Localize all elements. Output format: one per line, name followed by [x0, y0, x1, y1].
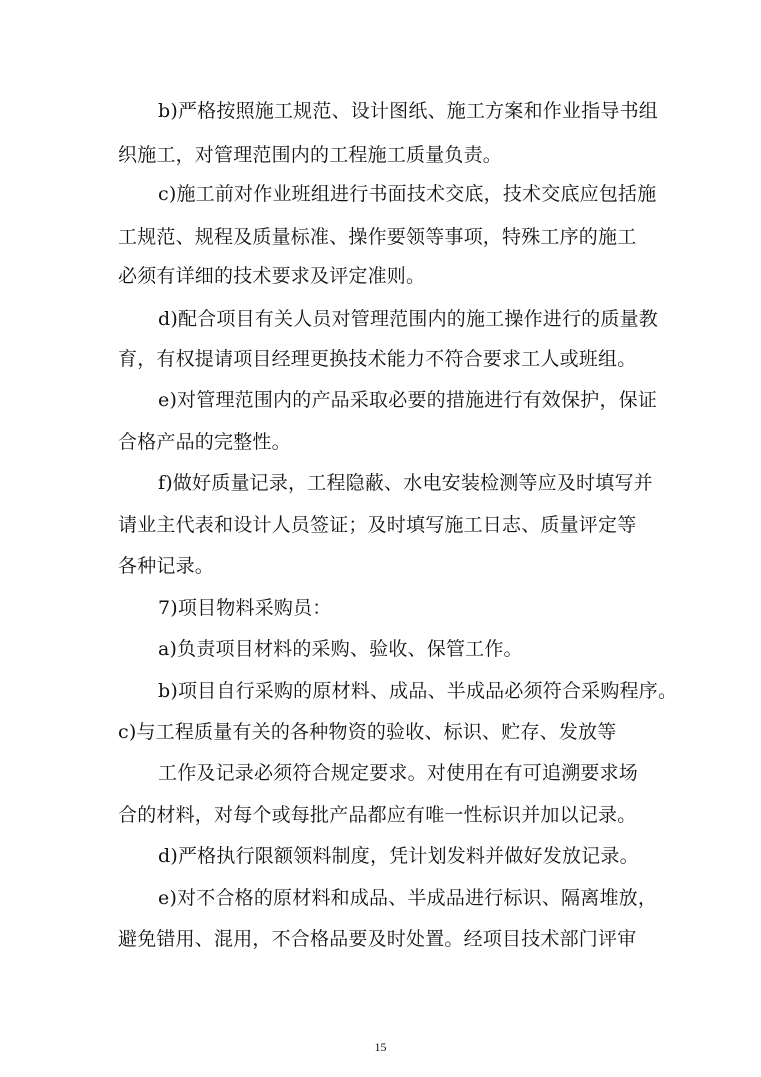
- paragraph-line: 合格产品的完整性。: [118, 431, 291, 453]
- paragraph-line: f)做好质量记录，工程隐蔽、水电安装检测等应及时填写并: [158, 472, 653, 494]
- paragraph-line: c)与工程质量有关的各种物资的验收、标识、贮存、发放等: [118, 721, 617, 743]
- paragraph-line: 必须有详细的技术要求及评定准则。: [118, 265, 426, 287]
- paragraph-line: 工作及记录必须符合规定要求。对使用在有可追溯要求场: [158, 762, 639, 784]
- paragraph-line: d)配合项目有关人员对管理范围内的施工操作进行的质量教: [158, 308, 658, 330]
- paragraph-line: 育，有权提请项目经理更换技术能力不符合要求工人或班组。: [118, 348, 637, 370]
- paragraph-line: e)对不合格的原材料和成品、半成品进行标识、隔离堆放，: [158, 887, 658, 909]
- paragraph-line: b)项目自行采购的原材料、成品、半成品必须符合采购程序。: [158, 680, 678, 702]
- section-heading: 7)项目物料采购员：: [158, 597, 332, 619]
- page-number: 15: [374, 1040, 387, 1054]
- paragraph-line: 织施工，对管理范围内的工程施工质量负责。: [118, 144, 503, 166]
- paragraph-line: e)对管理范围内的产品采取必要的措施进行有效保护，保证: [158, 389, 658, 411]
- paragraph-line: 各种记录。: [118, 555, 215, 577]
- paragraph-line: b)严格按照施工规范、设计图纸、施工方案和作业指导书组: [158, 100, 658, 122]
- paragraph-line: 避免错用、混用，不合格品要及时处置。经项目技术部门评审: [118, 928, 637, 950]
- paragraph-line: d)严格执行限额领料制度，凭计划发料并做好发放记录。: [158, 845, 639, 867]
- paragraph-line: a)负责项目材料的采购、验收、保管工作。: [158, 638, 523, 660]
- paragraph-line: 请业主代表和设计人员签证；及时填写施工日志、质量评定等: [118, 514, 637, 536]
- paragraph-line: 工规范、规程及质量标准、操作要领等事项，特殊工序的施工: [118, 226, 637, 248]
- paragraph-line: c)施工前对作业班组进行书面技术交底，技术交底应包括施: [158, 183, 657, 205]
- paragraph-line: 合的材料，对每个或每批产品都应有唯一性标识并加以记录。: [118, 804, 637, 826]
